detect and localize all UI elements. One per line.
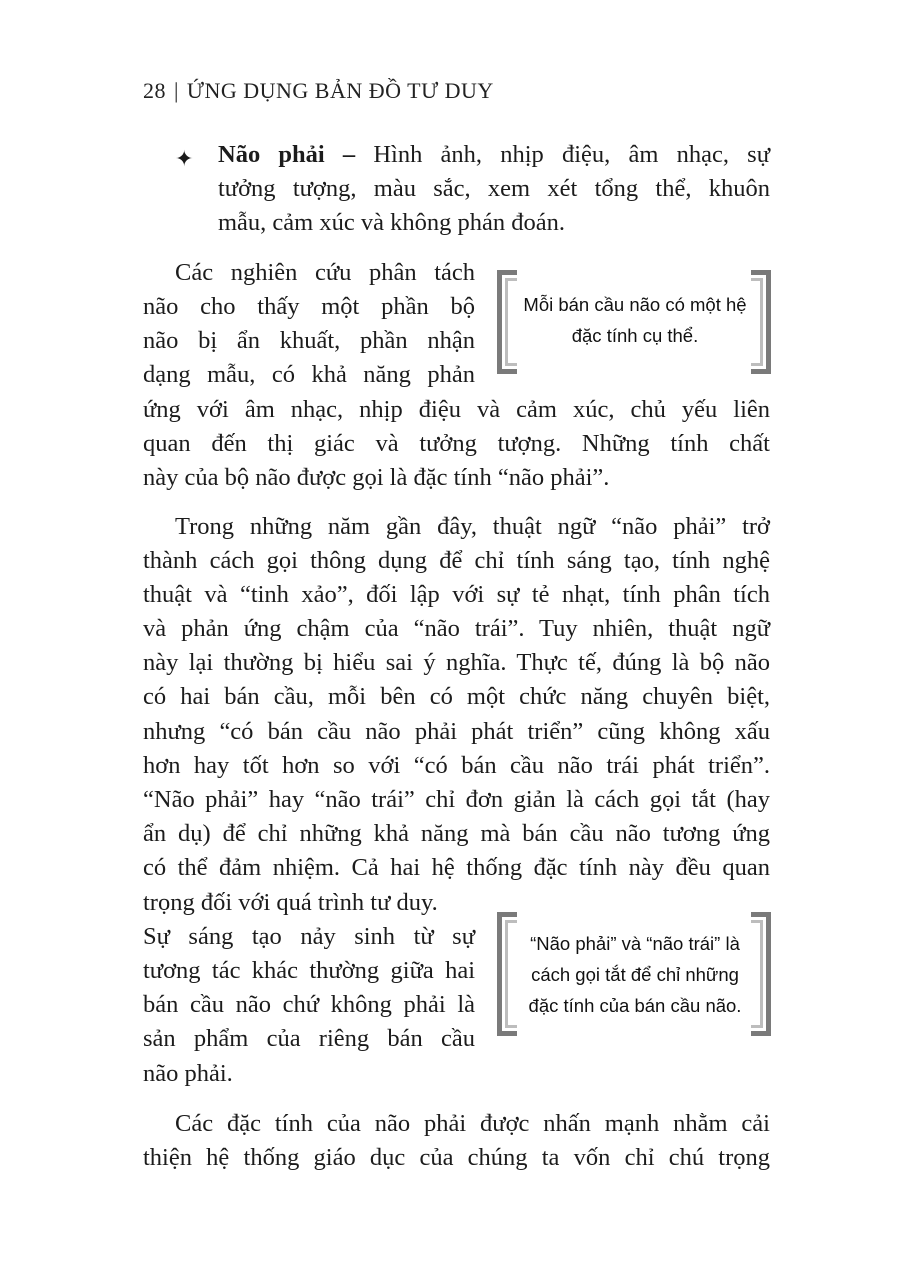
text-line: não phải. (143, 1060, 233, 1087)
bullet-term: Não phải – (218, 141, 356, 168)
text-line: Các nghiên cứu phân tách (175, 259, 475, 286)
text-line: hơn hay tốt hơn so với “có bán cầu não trái phát triển”. (143, 752, 770, 779)
text-line: thuật và “tinh xảo”, đối lập với sự tẻ nhạt, tính phân tích (143, 581, 770, 608)
text-line: này lại thường bị hiểu sai ý nghĩa. Thực tế, đúng là bộ não (143, 649, 770, 676)
text-line: trọng đối với quá trình tư duy. (143, 889, 438, 916)
pull-quote-text: “Não phải” và “não trái” là cách gọi tắt để chỉ những đặc tính của bán cầu não. (528, 933, 742, 1016)
text-line: não cho thấy một phần bộ (143, 293, 475, 320)
text-line: ẩn dụ) để chỉ những khả năng mà bán cầu não tương ứng (143, 820, 770, 847)
text-line: dạng mẫu, có khả năng phản (143, 361, 475, 388)
text-line: có thể đảm nhiệm. Cả hai hệ thống đặc tính này đều quan (143, 854, 770, 881)
text-line: ứng với âm nhạc, nhịp điệu và cảm xúc, chủ yếu liên (143, 396, 770, 423)
running-title: ỨNG DỤNG BẢN ĐỒ TƯ DUY (186, 78, 494, 103)
header-separator: | (174, 78, 179, 103)
text-line: Trong những năm gần đây, thuật ngữ “não phải” trở (175, 513, 770, 540)
text-line: này của bộ não được gọi là đặc tính “não phải”. (143, 464, 610, 491)
text-line: Sự sáng tạo nảy sinh từ sự (143, 923, 475, 950)
bullet-line: tưởng tượng, màu sắc, xem xét tổng thể, khuôn (218, 175, 770, 202)
running-header (143, 78, 494, 104)
text-line: nhưng “có bán cầu não phải phát triển” cũng không xấu (143, 718, 770, 745)
text-line: thành cách gọi thông dụng để chỉ tính sáng tạo, tính nghệ (143, 547, 770, 574)
text-line: có hai bán cầu, mỗi bên có một chức năng chuyên biệt, (143, 683, 770, 710)
text-line: tương tác khác thường giữa hai (143, 957, 475, 984)
text-line: và phản ứng chậm của “não trái”. Tuy nhiên, thuật ngữ (143, 615, 770, 642)
text-line: Các đặc tính của não phải được nhấn mạnh nhằm cải (175, 1110, 770, 1137)
bullet-line: Não phải – Hình ảnh, nhịp điệu, âm nhạc, sự (218, 141, 770, 168)
text-line: não bị ẩn khuất, phần nhận (143, 327, 475, 354)
text-line: sản phẩm của riêng bán cầu (143, 1025, 475, 1052)
pull-quote-text: Mỗi bán cầu não có một hệ đặc tính cụ thể. (523, 294, 747, 346)
text-line: bán cầu não chứ không phải là (143, 991, 475, 1018)
bullet-line: mẫu, cảm xúc và không phán đoán. (218, 209, 565, 236)
page-number: 28 (143, 78, 166, 103)
four-point-star-icon: ✦ (175, 146, 194, 171)
text-line: thiện hệ thống giáo dục của chúng ta vốn chỉ chú trọng (143, 1144, 770, 1171)
text-line: quan đến thị giác và tưởng tượng. Những tính chất (143, 430, 770, 457)
text-line: “Não phải” hay “não trái” chỉ đơn giản là cách gọi tắt (hay (143, 786, 770, 813)
